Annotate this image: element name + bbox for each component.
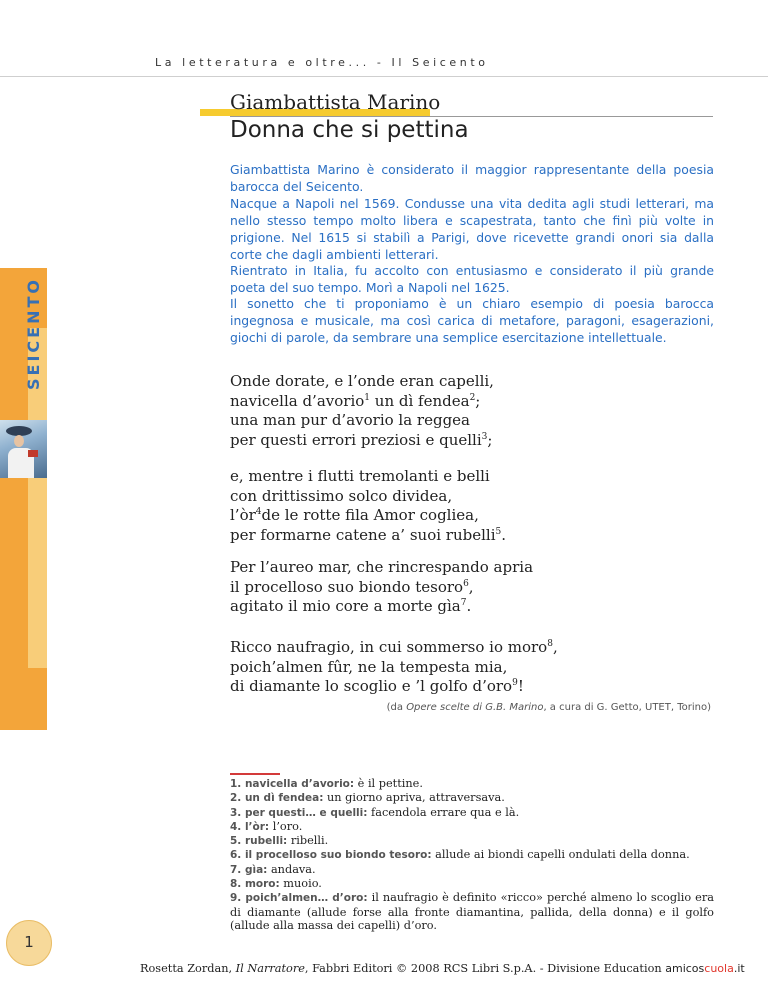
footnotes bbox=[230, 777, 714, 932]
intro-paragraph: Rientrato in Italia, fu accolto con entusiasmo e considerato il più grande poeta del suo tempo. Morì a Napoli nel 1625. bbox=[230, 263, 714, 296]
stanza-2 bbox=[230, 467, 506, 545]
page-number-badge bbox=[6, 920, 52, 966]
book-shape bbox=[28, 450, 38, 457]
footnote-ref: 2 bbox=[469, 392, 476, 403]
poem-line: il procelloso suo biondo tesoro$^6$, bbox=[230, 577, 474, 596]
footnote: 3. per questi… e quelli: facendola errare qua e là. bbox=[230, 805, 520, 819]
poem-line: con drittissimo solco dividea, bbox=[230, 486, 453, 505]
poem-line: per formarne catene a’ suoi rubelli$^5$. bbox=[230, 525, 507, 544]
footnote: 8. moro: muoio. bbox=[230, 877, 322, 891]
poem-line: $l’òr^4de$ le rotte fila Amor cogliea, bbox=[230, 506, 479, 525]
header-divider bbox=[0, 76, 768, 77]
footnote: 1. navicella d’avorio: è il pettine. bbox=[230, 777, 423, 790]
poem-line: Per l’aureo mar, che rincrespando apria bbox=[230, 558, 534, 576]
sidebar-vertical-label: SEICENTO bbox=[24, 277, 43, 390]
footnote-ref: 1 bbox=[364, 392, 371, 403]
footnote: 2. un dì fendea: un giorno apriva, attraversava. bbox=[230, 791, 505, 805]
source-citation: (da Opere scelte di G.B. Marino, a cura di G. Getto, UTET, Torino) bbox=[386, 702, 711, 713]
author-name: Giambattista Marino bbox=[230, 90, 441, 114]
page-title: Donna che si pettina bbox=[230, 117, 469, 143]
poem-line: una man pur d’avorio la reggea bbox=[230, 411, 470, 430]
footnote-ref: 9 bbox=[512, 678, 518, 689]
poem-line: per questi errori preziosi e quelli$^3$; bbox=[230, 430, 493, 449]
footnote: 5. rubelli: ribelli. bbox=[230, 834, 329, 848]
footnote: 6. il procelloso suo biondo tesoro: allude ai biondi capelli ondulati della donna. bbox=[230, 848, 690, 862]
poem-line: Ricco naufragio, in cui sommerso io moro$^8$, bbox=[230, 638, 558, 656]
footer-credits: Rosetta Zordan, Il Narratore, Fabbri Editori © 2008 RCS Libri S.p.A. - Divisione Education amicoscuola.it bbox=[140, 962, 745, 975]
poem-intro: Il sonetto che ti proponiamo è un chiaro esempio di poesia barocca ingegnosa e musicale, ma così carica di metafore, paragoni, esagerazioni, giochi di parole, da sembrare una semplice esercitazione intellettuale. bbox=[230, 296, 714, 345]
page-number: 1 bbox=[24, 933, 34, 951]
author-intro bbox=[230, 162, 714, 297]
poem-line: di diamante lo scoglio e ’l golfo d’oro$^9$! bbox=[230, 677, 524, 696]
woman-painting-thumbnail bbox=[0, 420, 47, 478]
poem-line: e, mentre i flutti tremolanti e belli bbox=[230, 467, 490, 485]
footnote-ref: 4 bbox=[255, 507, 262, 518]
footnote-ref: 7 bbox=[460, 598, 467, 609]
face-shape bbox=[14, 435, 24, 447]
poem-line: poich’almen fûr, ne la tempesta mia, bbox=[230, 657, 508, 676]
footnote-ref: 3 bbox=[481, 431, 488, 442]
notes-rule bbox=[230, 773, 280, 775]
stanza-3 bbox=[230, 558, 533, 617]
amicoscuola-logo[interactable]: amicoscuola.it bbox=[665, 962, 745, 975]
poem-line: agitato il mio core a morte gìa$^7$. bbox=[230, 597, 472, 616]
footnote-ref: 6 bbox=[463, 578, 469, 589]
intro-paragraph: Giambattista Marino è considerato il maggior rappresentante della poesia barocca del Seicento. bbox=[230, 162, 714, 194]
footnote: 9. poich’almen… d’oro: il naufragio è definito «ricco» perché almeno lo scoglio era di diamante (allude forse alla fronte diamantina, pallida, della donna) e il golfo (allude alla massa dei capelli) d’oro. bbox=[230, 891, 714, 932]
poem-line: Onde dorate, e l’onde eran capelli, bbox=[230, 372, 494, 390]
footnote-ref: 5 bbox=[495, 526, 502, 537]
footnote-ref: 8 bbox=[547, 639, 553, 649]
stanza-4 bbox=[230, 638, 558, 697]
footnote: 4. l’òr: l’oro. bbox=[230, 819, 303, 833]
poem-line: navicella d’avorio$^1$ un dì fendea$^2$; bbox=[230, 391, 481, 410]
stanza-1 bbox=[230, 372, 494, 450]
footnote: 7. gìa: andava. bbox=[230, 862, 316, 876]
intro-paragraph: Nacque a Napoli nel 1569. Condusse una vita dedita agli studi letterari, ma nello stesso tempo molto libera e scapestrata, tanto che finì più volte in prigione. Nel 1615 si stabilì a Parigi, dove ricevette grandi onori sia dalla corte che dagli ambienti letterari. bbox=[230, 195, 714, 262]
running-header: La letteratura e oltre... - Il Seicento bbox=[155, 56, 489, 69]
